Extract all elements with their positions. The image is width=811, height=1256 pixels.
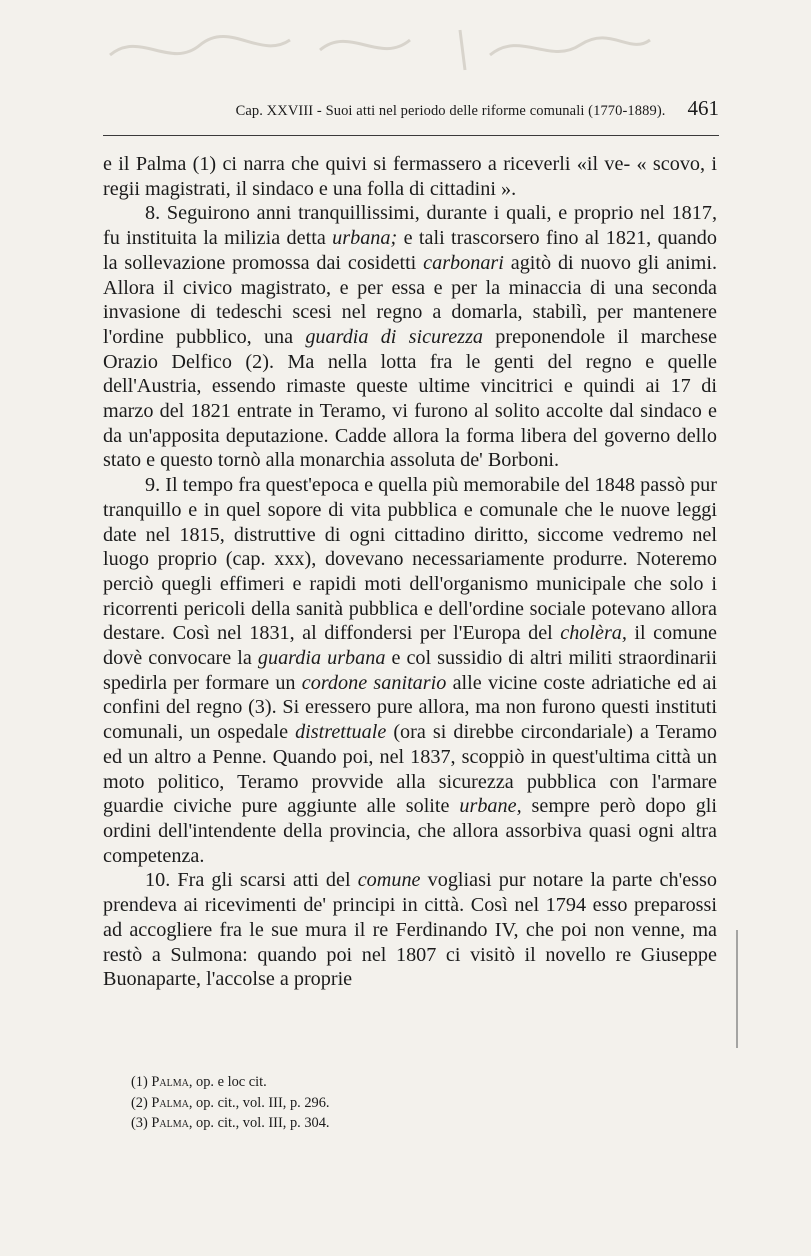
italic-term: cordone sanitario: [301, 671, 447, 694]
page-number: 461: [687, 96, 719, 120]
italic-term: distrettuale: [295, 721, 387, 744]
italic-term: comune: [357, 869, 421, 892]
margin-mark: [735, 930, 739, 1048]
paragraph-9: 9. Il tempo fra quest'epoca e quella più memorabile del 1848 passò pur tranquillo e in quel sopore di vita pubblica e comunale che le nuove leggi date nel 1815, distruttive di ogni cittadino diritto, siccome vedremo nel luogo proprio (cap. xxx), dovevano necessariamente produrre. Noteremo perciò quegli effimeri e rapidi moti dell'organismo municipale che solo i ricorrenti pericoli della sanità pubblica e dell'ordine sociale potevano allora destare. Così nel 1831, al diffondersi per l'Europa del cholèra, il comune dovè convocare la guardia urbana e col sussidio di altri militi straordinarii spedirla per formare un cordone sanitario alle vicine coste adriatiche ed ai confini del regno (3). Si eressero pure allora, ma non furono questi instituti comunali, un ospedale distrettuale (ora si direbbe circondariale) a Teramo ed un altro a Penne. Quando poi, nel 1837, scoppiò in quest'ultima città un moto politico, Teramo provvide alla sicurezza pubblica con l'armare guardie civiche pure aggiunte alle solite urbane, sempre però dopo gli ordini dell'intendente della provincia, che allora assorbiva quasi ogni altra competenza.: [103, 474, 718, 867]
italic-term: guardia di sicurezza: [305, 325, 484, 348]
page-header: [103, 96, 719, 136]
italic-term: urbane,: [459, 795, 522, 818]
main-text: [103, 152, 717, 992]
paragraph-8: 8. Seguirono anni tranquillissimi, durante i quali, e proprio nel 1817, fu instituita la milizia detta urbana; e tali trascorsero fino al 1821, quando la sollevazione promossa dai cosidetti carbonari agitò di nuovo gli animi. Allora il civico magistrato, e per essa e per la minaccia di una seconda invasione di tedeschi scesi nel regno a domarla, stabilì, per mantenere l'ordine pubblico, una guardia di sicurezza preponendole il marchese Orazio Delfico (2). Ma nella lotta fra le genti del regno e quelle dell'Austria, essendo rimaste queste ultime vincitrici e quindi ai 17 di marzo del 1821 entrate in Teramo, vi furono al solito accolte dal sindaco e da un'apposita deputazione. Cadde allora la forma libera del governo dello stato e questo tornò alla monarchia assoluta de' Borboni.: [103, 202, 717, 472]
footnotes: [131, 1072, 330, 1134]
paragraph-1: e il Palma (1) ci narra che quivi si fermassero a riceverli «il ve- « scovo, i regii magistrati, il sindaco e una folla di cittadini ».: [103, 153, 717, 200]
footnote: (3) Palma, op. cit., vol. III, p. 304.: [131, 1115, 330, 1132]
paragraph-10: 10. Fra gli scarsi atti del comune vogliasi pur notare la parte ch'esso prendeva ai ricevimenti de' principi in città. Così nel 1794 esso preparossi ad accogliere fra le sue mura il re Ferdinando IV, che poi non venne, ma restò a Sulmona: quando poi nel 1807 ci visitò il novello re Giuseppe Buonaparte, l'accolse a proprie: [103, 869, 717, 991]
italic-term: guardia urbana: [257, 647, 386, 670]
running-head: Cap. XXVIII - Suoi atti nel periodo delle riforme comunali (1770-1889).: [235, 103, 666, 119]
footnote: (2) Palma, op. cit., vol. III, p. 296.: [131, 1094, 330, 1111]
italic-term: urbana;: [332, 227, 398, 250]
show-through-handwriting: [100, 10, 660, 80]
footnote: (1) Palma, op. e loc cit.: [131, 1074, 267, 1090]
italic-term: carbonari: [423, 251, 504, 274]
italic-term: cholèra,: [560, 622, 627, 645]
